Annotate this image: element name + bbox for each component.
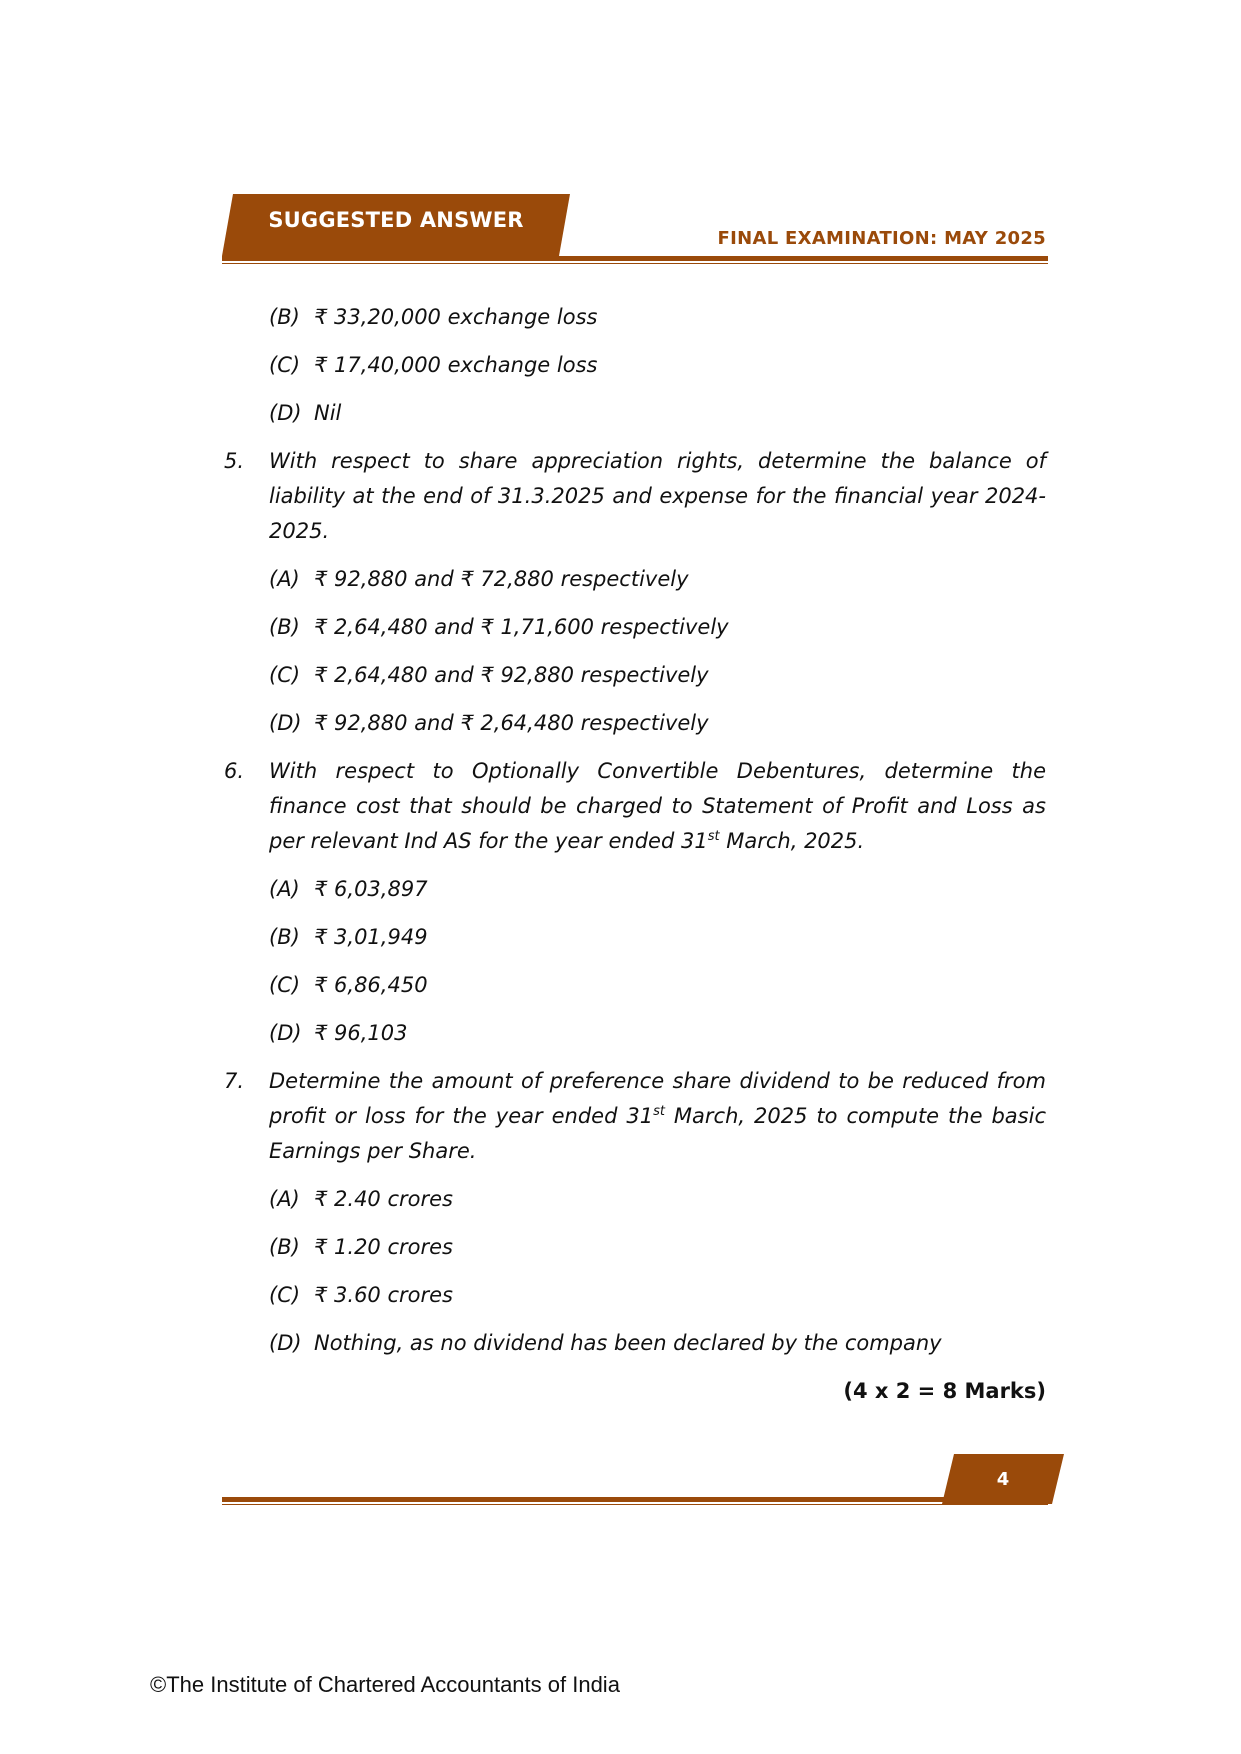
q4-option-b: (B) ₹ 33,20,000 exchange loss (269, 305, 598, 329)
question-5 (224, 444, 1046, 549)
q4-option-c: (C) ₹ 17,40,000 exchange loss (269, 353, 598, 377)
q5-option-a: (A) ₹ 92,880 and ₹ 72,880 respectively (269, 567, 689, 591)
q5-option-d: (D) ₹ 92,880 and ₹ 2,64,480 respectively (269, 711, 709, 735)
header-tab-label: SUGGESTED ANSWER (268, 208, 524, 232)
q6-option-b: (B) ₹ 3,01,949 (269, 925, 428, 949)
question-7: 7. Determine the amount of preference share dividend to be reduced from profit or loss for the year ended 31st March, 2025 to compute the basic Earnings per Share. (224, 1064, 1046, 1169)
footer-rule-thin (222, 1504, 1048, 1505)
page-number: 4 (996, 1468, 1010, 1490)
q7-option-a: (A) ₹ 2.40 crores (269, 1187, 453, 1211)
q7-option-b: (B) ₹ 1.20 crores (269, 1235, 453, 1259)
header-rule-thin (222, 263, 1048, 264)
question-number: 6. (224, 759, 245, 783)
question-text: With respect to share appreciation rights, determine the balance of liability at the end of 31.3.2025 and expense for the financial year 2024-2025. (269, 449, 1046, 543)
q6-option-a: (A) ₹ 6,03,897 (269, 877, 428, 901)
q7-option-c: (C) ₹ 3.60 crores (269, 1283, 453, 1307)
q6-option-c: (C) ₹ 6,86,450 (269, 973, 428, 997)
q5-option-b: (B) ₹ 2,64,480 and ₹ 1,71,600 respectively (269, 615, 729, 639)
exam-title: FINAL EXAMINATION: MAY 2025 (717, 228, 1046, 249)
header-rule (222, 256, 1048, 261)
q5-option-c: (C) ₹ 2,64,480 and ₹ 92,880 respectively (269, 663, 709, 687)
marks-allocation: (4 x 2 = 8 Marks) (843, 1379, 1046, 1403)
question-text: With respect to Optionally Convertible Debentures, determine the finance cost that should be charged to Statement of Profit and Loss as per relevant Ind AS for the year ended 31 (269, 759, 1046, 853)
question-content (224, 300, 1046, 1409)
question-text: Determine the amount of preference share dividend to be reduced from profit or loss for the year ended 31 (269, 1069, 1046, 1128)
question-number: 7. (224, 1069, 245, 1093)
copyright-footer: ©The Institute of Chartered Accountants of India (150, 1672, 620, 1697)
question-6: 6. With respect to Optionally Convertible Debentures, determine the finance cost that should be charged to Statement of Profit and Loss as per relevant Ind AS for the year ended 31st March, 2025. (224, 754, 1046, 859)
q7-option-d: (D) Nothing, as no dividend has been declared by the company (269, 1331, 942, 1355)
q4-option-d: (D) Nil (269, 401, 342, 425)
question-number: 5. (224, 449, 245, 473)
q6-option-d: (D) ₹ 96,103 (269, 1021, 408, 1045)
footer-rule (222, 1497, 944, 1502)
